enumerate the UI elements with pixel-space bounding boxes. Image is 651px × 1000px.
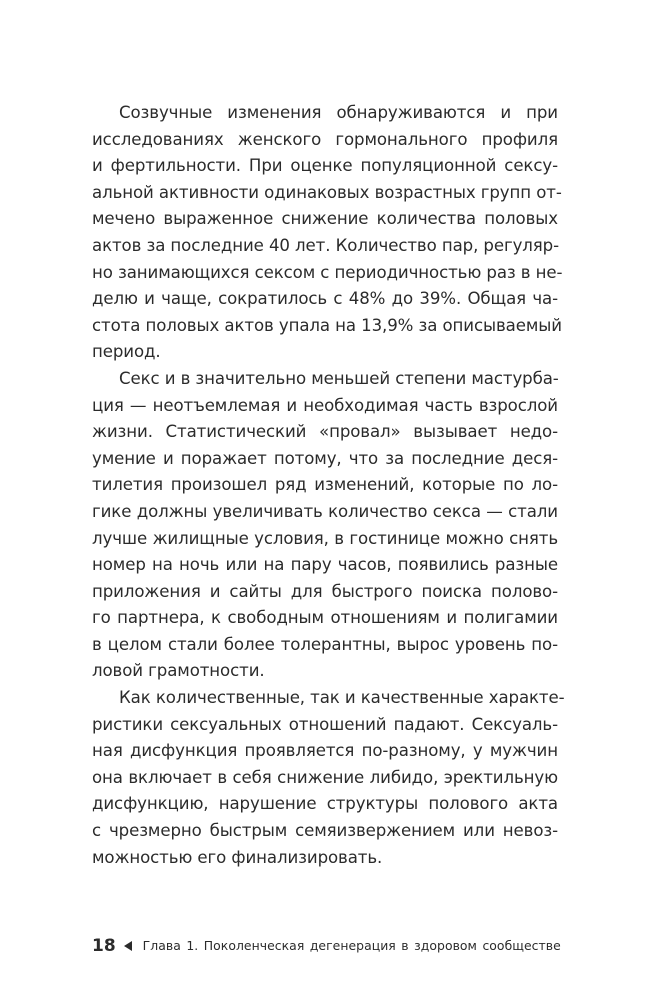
text-line: в целом стали более толерантны, вырос уровень по- <box>92 634 558 654</box>
text-line: приложения и сайты для быстрого поиска полово- <box>92 581 558 601</box>
text-line: период. <box>92 342 161 362</box>
text-line: делю и чаще, сократилось с 48% до 39%. Общая ча- <box>92 289 558 309</box>
text-line: ристики сексуальных отношений падают. Сексуаль- <box>92 714 558 734</box>
text-line: умение и поражает потому, что за последние деся- <box>92 448 558 468</box>
text-line: Секс и в значительно меньшей степени мастурба- <box>119 368 559 388</box>
text-line: исследованиях женского гормонального профиля <box>92 129 558 149</box>
text-line: номер на ночь или на пару часов, появились разные <box>92 555 558 575</box>
text-line: жизни. Статистический «провал» вызывает недо- <box>92 422 558 442</box>
paragraph <box>92 366 558 685</box>
text-line: мечено выраженное снижение количества половых <box>92 209 558 229</box>
text-line: но занимающихся сексом с периодичностью раз в не- <box>92 262 563 282</box>
text-line: ная дисфункция проявляется по-разному, у мужчин <box>92 741 558 761</box>
text-line: она включает в себя снижение либидо, эректильную <box>92 767 558 787</box>
text-line: стота половых актов упала на 13,9% за описываемый <box>92 315 562 335</box>
body-text <box>92 100 565 871</box>
text-line: тилетия произошел ряд изменений, которые по ло- <box>92 475 558 495</box>
paragraph <box>92 685 565 871</box>
text-line: с чрезмерно быстрым семяизвержением или невоз- <box>92 821 558 841</box>
text-line: лучше жилищные условия, в гостинице можно снять <box>92 528 558 548</box>
text-line: дисфункцию, нарушение структуры полового акта <box>92 794 558 814</box>
page-number: 18 <box>92 936 116 956</box>
text-line: ция — неотъемлемая и необходимая часть взрослой <box>92 395 558 415</box>
text-line: можностью его финализировать. <box>92 847 383 867</box>
running-chapter-title: Глава 1. Поколенческая дегенерация в здоровом сообществе <box>142 938 561 953</box>
text-line: го партнера, к свободным отношениям и полигамии <box>92 608 558 628</box>
text-line: актов за последние 40 лет. Количество пар, регуляр- <box>92 235 560 255</box>
text-line: Созвучные изменения обнаруживаются и при <box>119 103 558 122</box>
text-line: альной активности одинаковых возрастных групп от- <box>92 182 562 202</box>
text-line: Как количественные, так и качественные характе- <box>119 688 565 708</box>
left-triangle-icon <box>124 941 132 951</box>
text-line: гике должны увеличивать количество секса — стали <box>92 501 558 521</box>
text-line: и фертильности. При оценке популяционной сексу- <box>92 156 558 176</box>
text-line: ловой грамотности. <box>92 661 265 681</box>
page-footer <box>92 936 561 956</box>
paragraph <box>92 100 563 366</box>
